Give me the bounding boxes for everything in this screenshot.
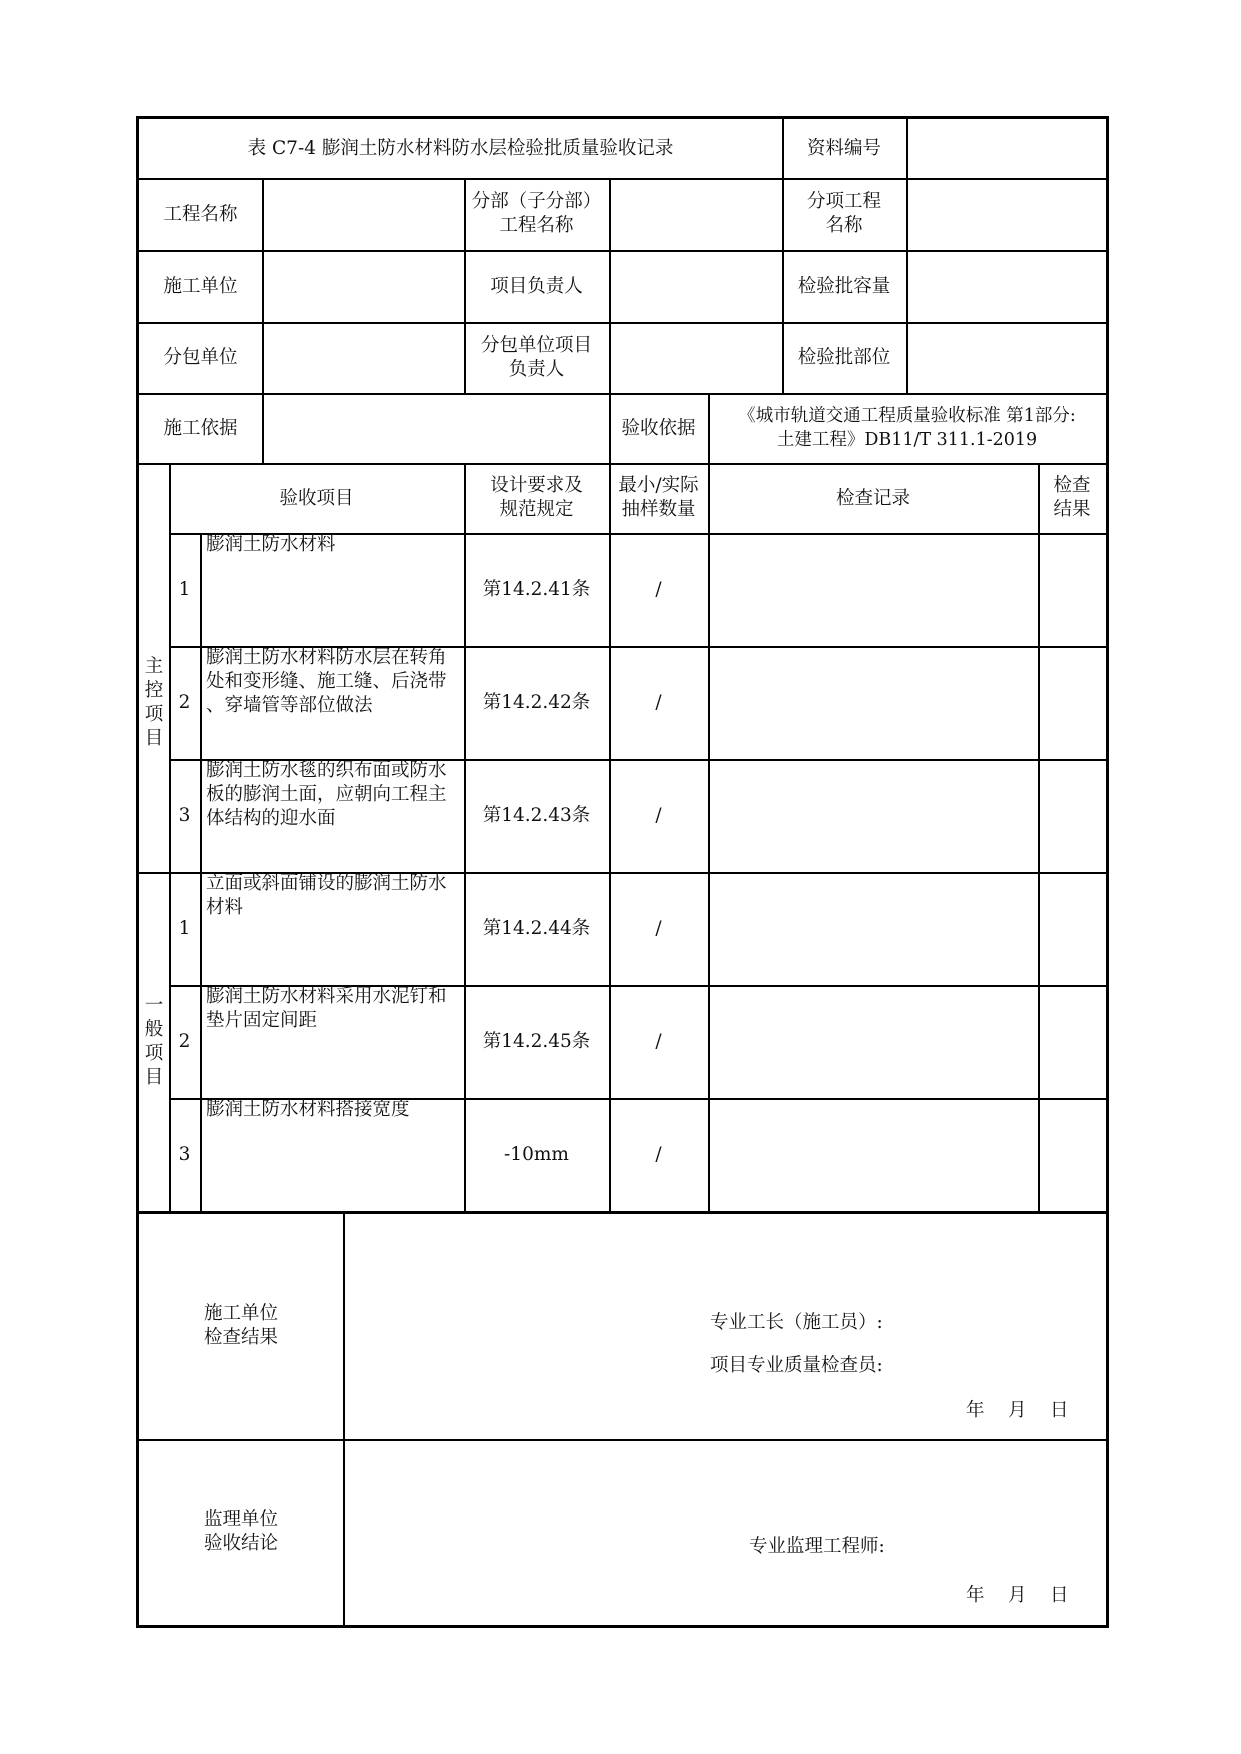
section-label-char: 控 (144, 679, 164, 701)
item-sample: / (655, 805, 662, 826)
item-result-field[interactable] (1038, 759, 1106, 872)
project-name-label: 工程名称 (163, 203, 238, 225)
item-description (200, 872, 464, 985)
item-number: 3 (178, 805, 191, 826)
batch-capacity-label: 检验批容量 (797, 275, 891, 297)
supervision-date: 年 月 日 (966, 1585, 1069, 1606)
item-number: 1 (178, 918, 191, 939)
supervising-engineer-label: 专业监理工程师: (749, 1536, 885, 1557)
item-requirement: 第14.2.41条 (482, 579, 591, 600)
section-label-char: 目 (144, 1066, 164, 1088)
sub-division-field[interactable] (609, 178, 782, 250)
subcontractor-label: 分包单位 (163, 347, 238, 368)
acceptance-basis-line: 《城市轨道交通工程质量验收标准 第1部分: (738, 406, 1076, 426)
project-name-field[interactable] (262, 178, 464, 250)
col-header-record: 检查记录 (835, 487, 910, 509)
item-description-line: 处和变形缝、施工缝、后浇带 (206, 671, 447, 692)
subcontractor-field[interactable] (262, 322, 464, 393)
acceptance-basis-line: 土建工程》DB11/T 311.1-2019 (776, 430, 1038, 450)
col-header-line: 检查 (1053, 475, 1091, 496)
sub-manager-label-line: 负责人 (508, 358, 565, 380)
basis-label: 施工依据 (163, 417, 238, 439)
item-sample: / (655, 1031, 662, 1052)
item-description-line: 膨润土防水材料搭接宽度 (206, 1099, 410, 1120)
general-items-label (139, 872, 169, 1211)
item-description-line: 垫片固定间距 (206, 1010, 318, 1031)
section-label-char: 一 (144, 994, 164, 1016)
item-record-field[interactable] (708, 985, 1038, 1098)
sub-item-field[interactable] (906, 178, 1106, 250)
sub-item-label-line: 名称 (825, 215, 863, 236)
form-title: 表 C7-4 膨润土防水材料防水层检验批质量验收记录 (247, 138, 674, 159)
supervision-label (139, 1439, 343, 1625)
col-header-line: 规范规定 (499, 499, 574, 520)
acceptance-basis-label: 验收依据 (621, 417, 696, 439)
item-result-field[interactable] (1038, 646, 1106, 759)
item-result-field[interactable] (1038, 985, 1106, 1098)
sub-item-label (782, 178, 906, 250)
item-result-field[interactable] (1038, 872, 1106, 985)
item-description-line: 膨润土防水毯的织布面或防水 (206, 760, 447, 781)
item-record-field[interactable] (708, 646, 1038, 759)
construction-check-label (139, 1213, 343, 1439)
section-label-char: 主 (144, 655, 164, 677)
section-label-char: 般 (144, 1018, 164, 1040)
item-number: 2 (178, 1031, 191, 1052)
item-description (200, 1098, 464, 1211)
item-result-field[interactable] (1038, 533, 1106, 646)
constructor-field[interactable] (262, 250, 464, 322)
sub-division-label-line: 工程名称 (499, 215, 574, 236)
item-record-field[interactable] (708, 872, 1038, 985)
item-description (200, 985, 464, 1098)
col-header-requirement (464, 463, 609, 533)
col-divider (343, 1211, 345, 1625)
project-manager-label: 项目负责人 (490, 275, 583, 297)
item-description-line: 立面或斜面铺设的膨润土防水 (206, 873, 447, 894)
item-description-line: 板的膨润土面，应朝向工程主 (206, 784, 447, 805)
item-number: 2 (178, 692, 191, 713)
section-label-char: 目 (144, 727, 164, 749)
col-header-sample (609, 463, 708, 533)
item-requirement: 第14.2.44条 (482, 918, 591, 939)
section-label-char: 项 (144, 703, 164, 725)
construction-check-label-line: 施工单位 (203, 1303, 278, 1324)
main-control-label (139, 463, 169, 872)
item-result-field[interactable] (1038, 1098, 1106, 1211)
sub-manager-field[interactable] (609, 322, 782, 393)
sub-manager-label-line: 分包单位项目 (480, 334, 592, 356)
item-record-field[interactable] (708, 759, 1038, 872)
basis-field[interactable] (262, 393, 609, 463)
item-description (200, 533, 464, 646)
col-header-line: 设计要求及 (490, 475, 583, 496)
item-description-line: 膨润土防水材料 (206, 534, 336, 555)
item-requirement: 第14.2.43条 (482, 805, 591, 826)
sub-item-label-line: 分项工程 (806, 191, 881, 212)
item-description-line: 膨润土防水材料采用水泥钉和 (206, 986, 447, 1007)
col-header-line: 抽样数量 (621, 499, 696, 520)
col-header-line: 结果 (1053, 499, 1091, 520)
inspection-record-form (136, 116, 1109, 1628)
construction-check-label-line: 检查结果 (203, 1327, 278, 1348)
batch-location-label: 检验批部位 (797, 347, 891, 368)
item-sample: / (655, 918, 662, 939)
section-label-char: 项 (144, 1042, 164, 1064)
foreman-signature-label: 专业工长（施工员）: (710, 1312, 883, 1333)
col-header-item: 验收项目 (279, 487, 354, 509)
item-description-line: 膨润土防水材料防水层在转角 (206, 647, 447, 668)
item-description (200, 759, 464, 872)
doc-no-label: 资料编号 (806, 138, 881, 159)
batch-capacity-field[interactable] (906, 250, 1106, 322)
supervision-label-line: 监理单位 (203, 1509, 278, 1530)
item-sample: / (655, 1144, 662, 1165)
doc-no-field[interactable] (906, 119, 1106, 178)
inspector-signature-label: 项目专业质量检查员: (710, 1355, 883, 1376)
sub-division-label-line: 分部（子分部） (471, 191, 602, 212)
item-description (200, 646, 464, 759)
item-description-line: 、穿墙管等部位做法 (206, 695, 373, 716)
construction-check-date: 年 月 日 (966, 1400, 1069, 1421)
item-record-field[interactable] (708, 1098, 1038, 1211)
sub-manager-label (464, 322, 609, 393)
item-description-line: 体结构的迎水面 (206, 808, 336, 829)
item-sample: / (655, 692, 662, 713)
item-description-line: 材料 (206, 897, 244, 918)
col-header-line: 最小/实际 (618, 475, 699, 496)
item-record-field[interactable] (708, 533, 1038, 646)
project-manager-field[interactable] (609, 250, 782, 322)
item-requirement: 第14.2.42条 (482, 692, 591, 713)
item-requirement: -10mm (504, 1144, 569, 1165)
constructor-label: 施工单位 (163, 275, 238, 297)
acceptance-basis-value (708, 393, 1106, 463)
item-number: 3 (178, 1144, 191, 1165)
item-number: 1 (178, 579, 191, 600)
item-sample: / (655, 579, 662, 600)
item-requirement: 第14.2.45条 (482, 1031, 591, 1052)
batch-location-field[interactable] (906, 322, 1106, 393)
col-header-result (1038, 463, 1106, 533)
sub-division-label (464, 178, 609, 250)
supervision-label-line: 验收结论 (203, 1533, 278, 1554)
